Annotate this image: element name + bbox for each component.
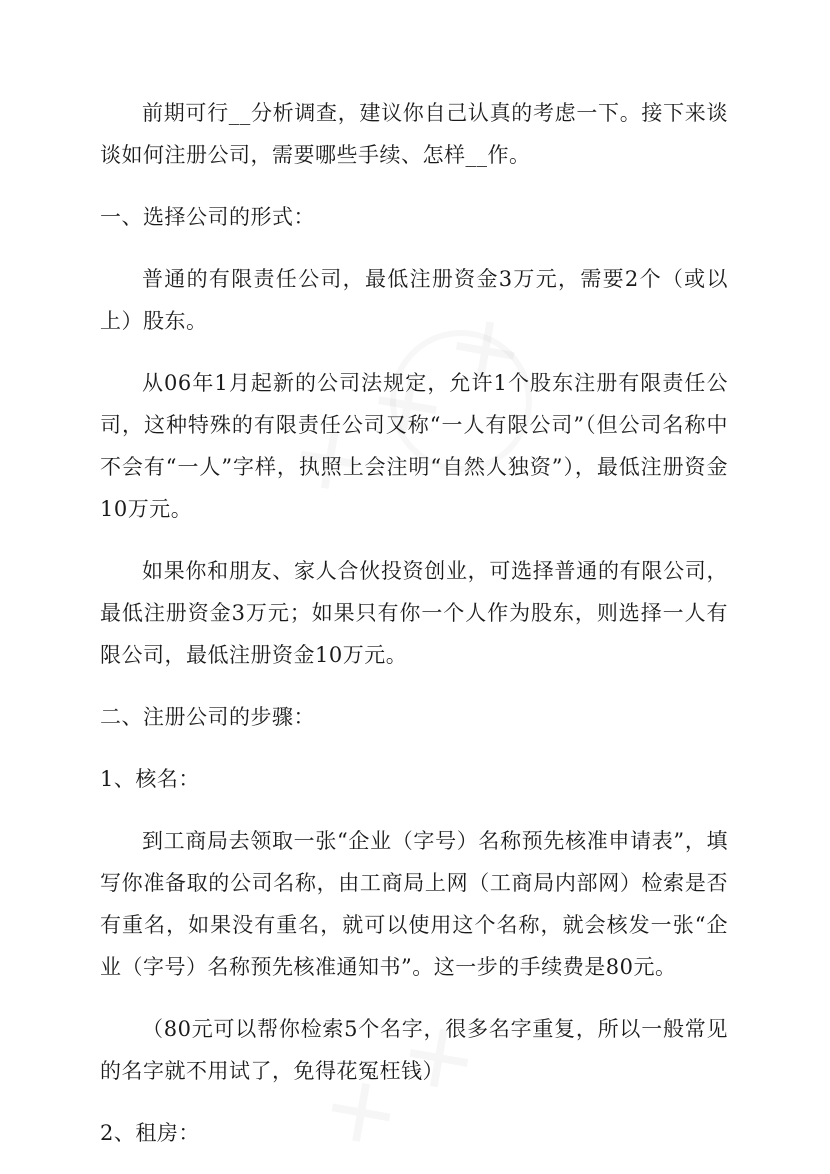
paragraph: 普通的有限责任公司，最低注册资金3万元，需要2个（或以上）股东。 (100, 267, 728, 333)
section-heading: 二、注册公司的步骤： (100, 705, 315, 729)
paragraph: 到工商局去领取一张“企业（字号）名称预先核准申请表”，填写你准备取的公司名称，由工商局上网（工商局内部网）检索是否有重名，如果没有重名，就可以使用这个名称，就会核发一张“企业（字号）名称预先核准通知书”。这一步的手续费是80元。 (100, 829, 728, 979)
paragraph: 如果你和朋友、家人合伙投资创业，可选择普通的有限公司，最低注册资金3万元；如果只有你一个人作为股东，则选择一人有限公司，最低注册资金10万元。 (100, 559, 728, 667)
step-heading: 1、核名： (100, 767, 200, 791)
paragraph: （80元可以帮你检索5个名字，很多名字重复，所以一般常见的名字就不用试了，免得花冤枉钱） (100, 1017, 728, 1083)
step-heading: 2、租房： (100, 1121, 200, 1145)
paragraph: 前期可行__分析调查，建议你自己认真的考虑一下。接下来谈谈如何注册公司，需要哪些手续、怎样__作。 (100, 101, 728, 167)
paragraph: 从06年1月起新的公司法规定，允许1个股东注册有限责任公司，这种特殊的有限责任公司又称“一人有限公司”（但公司名称中不会有“一人”字样，执照上会注明“自然人独资”），最低注册资金10万元。 (100, 371, 728, 521)
document-body (100, 92, 728, 1174)
section-heading: 一、选择公司的形式： (100, 205, 315, 229)
